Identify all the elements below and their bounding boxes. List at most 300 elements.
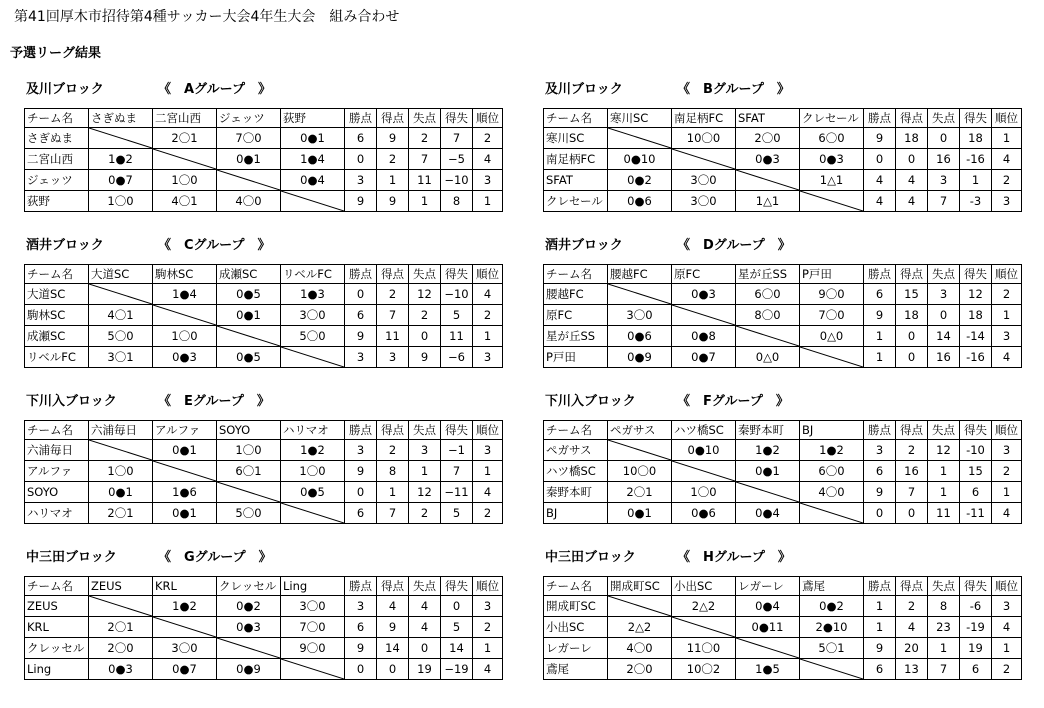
column-header: 大道SC	[89, 265, 153, 284]
stat-cell: 11	[441, 326, 473, 347]
diagonal-line	[217, 326, 280, 346]
diagonal-cell	[800, 347, 864, 368]
column-header: 失点	[409, 109, 441, 128]
stat-cell: 4	[896, 617, 928, 638]
diagonal-line	[281, 347, 344, 367]
table-row	[544, 440, 1022, 461]
team-name-cell: SOYO	[25, 482, 89, 503]
table-row	[544, 596, 1022, 617]
stat-cell: 1	[473, 638, 503, 659]
match-result-cell: 9〇0	[800, 284, 864, 305]
stat-cell: 3	[473, 596, 503, 617]
column-header: ハツ橋SC	[672, 421, 736, 440]
table-row	[25, 659, 503, 680]
stat-cell: -19	[960, 617, 992, 638]
section-subtitle: 予選リーグ結果	[10, 46, 102, 61]
diagonal-line	[736, 326, 799, 346]
diagonal-cell	[672, 149, 736, 170]
league-table	[24, 576, 503, 680]
stat-cell: 18	[896, 305, 928, 326]
match-result-cell: 1〇0	[153, 170, 217, 191]
stat-cell: 0	[345, 482, 377, 503]
stat-cell: 4	[864, 170, 896, 191]
column-header: 開成町SC	[608, 577, 672, 596]
match-result-cell: 0△0	[800, 326, 864, 347]
diagonal-cell	[217, 170, 281, 191]
column-header: さぎぬま	[89, 109, 153, 128]
diagonal-line	[217, 482, 280, 502]
column-header: 失点	[928, 265, 960, 284]
match-result-cell: 0●3	[153, 347, 217, 368]
table-row	[25, 617, 503, 638]
match-result-cell: 0●1	[281, 128, 345, 149]
diagonal-cell	[89, 128, 153, 149]
table-row	[544, 347, 1022, 368]
column-header: 順位	[473, 265, 503, 284]
group-name: 《 Eグループ 》	[158, 394, 270, 409]
column-header: 得点	[896, 109, 928, 128]
match-result-cell: 1〇0	[89, 461, 153, 482]
match-result-cell: 6〇0	[800, 128, 864, 149]
team-name-cell: 鳶尾	[544, 659, 608, 680]
match-result-cell: 8〇0	[736, 305, 800, 326]
match-result-cell: 5〇0	[89, 326, 153, 347]
match-result-cell: 5〇0	[217, 503, 281, 524]
stat-cell: 7	[377, 305, 409, 326]
match-result-cell: 1●2	[153, 596, 217, 617]
column-header: 鳶尾	[800, 577, 864, 596]
stat-cell: 3	[992, 596, 1022, 617]
stat-cell: 2	[473, 617, 503, 638]
column-header: ZEUS	[89, 577, 153, 596]
stat-cell: 7	[441, 461, 473, 482]
column-header: 六浦毎日	[89, 421, 153, 440]
column-header: 荻野	[281, 109, 345, 128]
table-row	[544, 326, 1022, 347]
column-header: 勝点	[864, 421, 896, 440]
stat-cell: 1	[992, 128, 1022, 149]
diagonal-cell	[281, 191, 345, 212]
column-header: 駒林SC	[153, 265, 217, 284]
stat-cell: 1	[473, 191, 503, 212]
match-result-cell: 3〇0	[672, 170, 736, 191]
stat-cell: -16	[960, 347, 992, 368]
stat-cell: 18	[896, 128, 928, 149]
column-header: レガーレ	[736, 577, 800, 596]
match-result-cell: 0△0	[736, 347, 800, 368]
diagonal-line	[736, 638, 799, 658]
diagonal-line	[736, 482, 799, 502]
diagonal-line	[736, 170, 799, 190]
column-header: 南足柄FC	[672, 109, 736, 128]
match-result-cell: 0●3	[800, 149, 864, 170]
column-header: 勝点	[864, 109, 896, 128]
stat-cell: 2	[473, 503, 503, 524]
column-header: 秦野本町	[736, 421, 800, 440]
stat-cell: 6	[864, 284, 896, 305]
stat-cell: 1	[864, 617, 896, 638]
stat-cell: 9	[864, 305, 896, 326]
diagonal-line	[800, 347, 863, 367]
stat-cell: 6	[960, 659, 992, 680]
diagonal-line	[608, 128, 671, 148]
column-header: 勝点	[864, 577, 896, 596]
diagonal-cell	[800, 191, 864, 212]
table-row	[544, 482, 1022, 503]
table-row	[544, 191, 1022, 212]
stat-cell: 0	[896, 347, 928, 368]
stat-cell: 1	[409, 191, 441, 212]
table-header-row	[25, 421, 503, 440]
stat-cell: 2	[409, 128, 441, 149]
block-name: 及川ブロック	[26, 82, 104, 97]
stat-cell: 4	[992, 347, 1022, 368]
match-result-cell: 1●2	[89, 149, 153, 170]
match-result-cell: 2△2	[672, 596, 736, 617]
stat-cell: 3	[345, 170, 377, 191]
column-header: チーム名	[544, 265, 608, 284]
stat-cell: 1	[864, 347, 896, 368]
team-name-cell: 荻野	[25, 191, 89, 212]
match-result-cell: 2〇0	[89, 638, 153, 659]
column-header: BJ	[800, 421, 864, 440]
diagonal-cell	[281, 503, 345, 524]
stat-cell: -14	[960, 326, 992, 347]
match-result-cell: 0●7	[672, 347, 736, 368]
diagonal-line	[281, 503, 344, 523]
stat-cell: 16	[896, 461, 928, 482]
stat-cell: 4	[409, 617, 441, 638]
team-name-cell: 秦野本町	[544, 482, 608, 503]
stat-cell: 9	[864, 638, 896, 659]
stat-cell: 11	[928, 503, 960, 524]
diagonal-cell	[89, 440, 153, 461]
diagonal-cell	[736, 326, 800, 347]
column-header: 失点	[409, 421, 441, 440]
table-header-row	[25, 265, 503, 284]
block-name: 酒井ブロック	[545, 238, 623, 253]
stat-cell: 7	[441, 128, 473, 149]
column-header: 成瀬SC	[217, 265, 281, 284]
stat-cell: 6	[345, 305, 377, 326]
stat-cell: 1	[992, 482, 1022, 503]
stat-cell: 9	[864, 128, 896, 149]
diagonal-line	[217, 638, 280, 658]
stat-cell: 1	[377, 482, 409, 503]
stat-cell: 15	[960, 461, 992, 482]
team-name-cell: 成瀬SC	[25, 326, 89, 347]
stat-cell: 19	[960, 638, 992, 659]
match-result-cell: 0●4	[736, 503, 800, 524]
block-heading	[543, 390, 1027, 414]
diagonal-cell	[217, 326, 281, 347]
match-result-cell: 0●1	[608, 503, 672, 524]
stat-cell: 9	[377, 128, 409, 149]
column-header: チーム名	[25, 265, 89, 284]
match-result-cell: 1●3	[281, 284, 345, 305]
column-header: リベルFC	[281, 265, 345, 284]
stat-cell: 4	[473, 659, 503, 680]
match-result-cell: 0●1	[153, 503, 217, 524]
match-result-cell: 0●1	[153, 440, 217, 461]
team-name-cell: ペガサス	[544, 440, 608, 461]
diagonal-line	[800, 503, 863, 523]
table-row	[25, 149, 503, 170]
column-header: チーム名	[25, 109, 89, 128]
stat-cell: 6	[345, 128, 377, 149]
diagonal-line	[153, 149, 216, 169]
match-result-cell: 11〇0	[672, 638, 736, 659]
table-row	[25, 284, 503, 305]
stat-cell: 6	[345, 503, 377, 524]
match-result-cell: 0●6	[608, 191, 672, 212]
block-name: 酒井ブロック	[26, 238, 104, 253]
stat-cell: 0	[409, 326, 441, 347]
table-row	[25, 191, 503, 212]
column-header: 順位	[473, 577, 503, 596]
diagonal-line	[89, 596, 152, 616]
team-name-cell: クレセール	[544, 191, 608, 212]
match-result-cell: 1●2	[281, 440, 345, 461]
match-result-cell: 0●3	[672, 284, 736, 305]
column-header: 失点	[928, 421, 960, 440]
table-row	[544, 128, 1022, 149]
block-heading	[24, 78, 508, 102]
table-row	[544, 638, 1022, 659]
stat-cell: 11	[409, 170, 441, 191]
group-name: 《 Fグループ 》	[677, 394, 789, 409]
stat-cell: 0	[345, 284, 377, 305]
stat-cell: 1	[992, 305, 1022, 326]
match-result-cell: 1〇0	[217, 440, 281, 461]
stat-cell: 0	[896, 149, 928, 170]
stat-cell: 3	[473, 347, 503, 368]
team-name-cell: KRL	[25, 617, 89, 638]
column-header: ハリマオ	[281, 421, 345, 440]
stat-cell: 1	[409, 461, 441, 482]
stat-cell: 7	[896, 482, 928, 503]
match-result-cell: 0●9	[608, 347, 672, 368]
column-header: 得失	[960, 577, 992, 596]
match-result-cell: 4〇0	[217, 191, 281, 212]
match-result-cell: 0●9	[217, 659, 281, 680]
column-header: 得点	[896, 421, 928, 440]
diagonal-cell	[608, 440, 672, 461]
match-result-cell: 6〇0	[736, 284, 800, 305]
match-result-cell: 2〇0	[608, 659, 672, 680]
stat-cell: 9	[864, 482, 896, 503]
stat-cell: 2	[896, 596, 928, 617]
match-result-cell: 3〇0	[281, 596, 345, 617]
diagonal-cell	[608, 128, 672, 149]
stat-cell: −6	[441, 347, 473, 368]
stat-cell: 4	[864, 191, 896, 212]
table-row	[25, 503, 503, 524]
column-header: 勝点	[345, 421, 377, 440]
stat-cell: 3	[473, 170, 503, 191]
page-title: 第41回厚木市招待第4種サッカー大会4年生大会 組み合わせ	[14, 9, 400, 25]
table-header-row	[544, 109, 1022, 128]
column-header: チーム名	[544, 421, 608, 440]
stat-cell: -3	[960, 191, 992, 212]
stat-cell: 15	[896, 284, 928, 305]
stat-cell: 4	[896, 170, 928, 191]
match-result-cell: 3〇0	[608, 305, 672, 326]
stat-cell: 4	[992, 617, 1022, 638]
table-header-row	[544, 265, 1022, 284]
match-result-cell: 1△1	[736, 191, 800, 212]
diagonal-line	[672, 461, 735, 481]
column-header: 順位	[992, 421, 1022, 440]
table-row	[25, 347, 503, 368]
stat-cell: 7	[377, 503, 409, 524]
block-name: 中三田ブロック	[26, 550, 117, 565]
table-row	[544, 305, 1022, 326]
column-header: 得失	[441, 577, 473, 596]
league-table	[24, 420, 503, 524]
stat-cell: −1	[441, 440, 473, 461]
column-header: 順位	[992, 265, 1022, 284]
diagonal-line	[608, 284, 671, 304]
stat-cell: 1	[864, 596, 896, 617]
stat-cell: 3	[473, 440, 503, 461]
stat-cell: 13	[896, 659, 928, 680]
stat-cell: −11	[441, 482, 473, 503]
column-header: 順位	[473, 109, 503, 128]
column-header: 失点	[409, 577, 441, 596]
match-result-cell: 0●7	[153, 659, 217, 680]
match-result-cell: 9〇0	[281, 638, 345, 659]
table-header-row	[25, 577, 503, 596]
match-result-cell: 0●4	[736, 596, 800, 617]
stat-cell: 5	[441, 305, 473, 326]
team-name-cell: 大道SC	[25, 284, 89, 305]
diagonal-line	[153, 617, 216, 637]
match-result-cell: 4〇0	[608, 638, 672, 659]
match-result-cell: 4〇1	[89, 305, 153, 326]
stat-cell: 18	[960, 128, 992, 149]
column-header: 得失	[441, 265, 473, 284]
stat-cell: 3	[864, 440, 896, 461]
column-header: 得点	[377, 265, 409, 284]
stat-cell: 23	[928, 617, 960, 638]
team-name-cell: ハリマオ	[25, 503, 89, 524]
stat-cell: 4	[473, 284, 503, 305]
diagonal-cell	[217, 482, 281, 503]
stat-cell: 6	[960, 482, 992, 503]
column-header: 勝点	[345, 577, 377, 596]
match-result-cell: 0●5	[217, 347, 281, 368]
column-header: SFAT	[736, 109, 800, 128]
stat-cell: 12	[409, 284, 441, 305]
column-header: ジェッツ	[217, 109, 281, 128]
match-result-cell: 0●1	[217, 149, 281, 170]
match-result-cell: 3〇0	[153, 638, 217, 659]
group-name: 《 Gグループ 》	[158, 550, 272, 565]
stat-cell: 12	[960, 284, 992, 305]
stat-cell: 16	[928, 347, 960, 368]
column-header: 得失	[960, 421, 992, 440]
group-name: 《 Aグループ 》	[158, 82, 272, 97]
stat-cell: 0	[377, 659, 409, 680]
group-name: 《 Bグループ 》	[677, 82, 790, 97]
stat-cell: 5	[441, 503, 473, 524]
group-name: 《 Cグループ 》	[158, 238, 271, 253]
stat-cell: 14	[377, 638, 409, 659]
stat-cell: 9	[409, 347, 441, 368]
column-header: 二宮山西	[153, 109, 217, 128]
match-result-cell: 6〇0	[800, 461, 864, 482]
match-result-cell: 4〇1	[153, 191, 217, 212]
match-result-cell: 0●8	[672, 326, 736, 347]
stat-cell: 2	[992, 461, 1022, 482]
column-header: SOYO	[217, 421, 281, 440]
league-block	[543, 234, 1027, 364]
match-result-cell: 0●6	[672, 503, 736, 524]
stat-cell: 8	[377, 461, 409, 482]
stat-cell: 2	[377, 440, 409, 461]
diagonal-cell	[153, 149, 217, 170]
stat-cell: 1	[864, 326, 896, 347]
column-header: 腰越FC	[608, 265, 672, 284]
team-name-cell: 原FC	[544, 305, 608, 326]
stat-cell: 3	[377, 347, 409, 368]
stat-cell: 0	[896, 503, 928, 524]
table-row	[25, 440, 503, 461]
diagonal-line	[89, 128, 152, 148]
stat-cell: 2	[473, 128, 503, 149]
diagonal-line	[281, 659, 344, 679]
stat-cell: -11	[960, 503, 992, 524]
stat-cell: 5	[441, 617, 473, 638]
stat-cell: 1	[928, 638, 960, 659]
team-name-cell: クレッセル	[25, 638, 89, 659]
stat-cell: 0	[345, 149, 377, 170]
table-row	[25, 128, 503, 149]
table-row	[25, 305, 503, 326]
diagonal-line	[217, 170, 280, 190]
team-name-cell: 星が丘SS	[544, 326, 608, 347]
league-block	[24, 78, 508, 208]
stat-cell: 3	[409, 440, 441, 461]
column-header: 得失	[960, 265, 992, 284]
stat-cell: 19	[409, 659, 441, 680]
diagonal-line	[672, 305, 735, 325]
stat-cell: 4	[992, 149, 1022, 170]
group-name: 《 Dグループ 》	[677, 238, 791, 253]
stat-cell: 7	[928, 191, 960, 212]
stat-cell: 1	[992, 638, 1022, 659]
match-result-cell: 2〇1	[608, 482, 672, 503]
stat-cell: 1	[473, 326, 503, 347]
table-row	[544, 149, 1022, 170]
table-header-row	[25, 109, 503, 128]
match-result-cell: 0●2	[217, 596, 281, 617]
stat-cell: 0	[896, 326, 928, 347]
table-row	[25, 482, 503, 503]
team-name-cell: さぎぬま	[25, 128, 89, 149]
stat-cell: 14	[928, 326, 960, 347]
table-row	[544, 659, 1022, 680]
match-result-cell: 0●3	[217, 617, 281, 638]
diagonal-cell	[672, 461, 736, 482]
column-header: 順位	[992, 577, 1022, 596]
diagonal-cell	[800, 503, 864, 524]
match-result-cell: 1●5	[736, 659, 800, 680]
stat-cell: 4	[409, 596, 441, 617]
stat-cell: -16	[960, 149, 992, 170]
match-result-cell: 3〇1	[89, 347, 153, 368]
